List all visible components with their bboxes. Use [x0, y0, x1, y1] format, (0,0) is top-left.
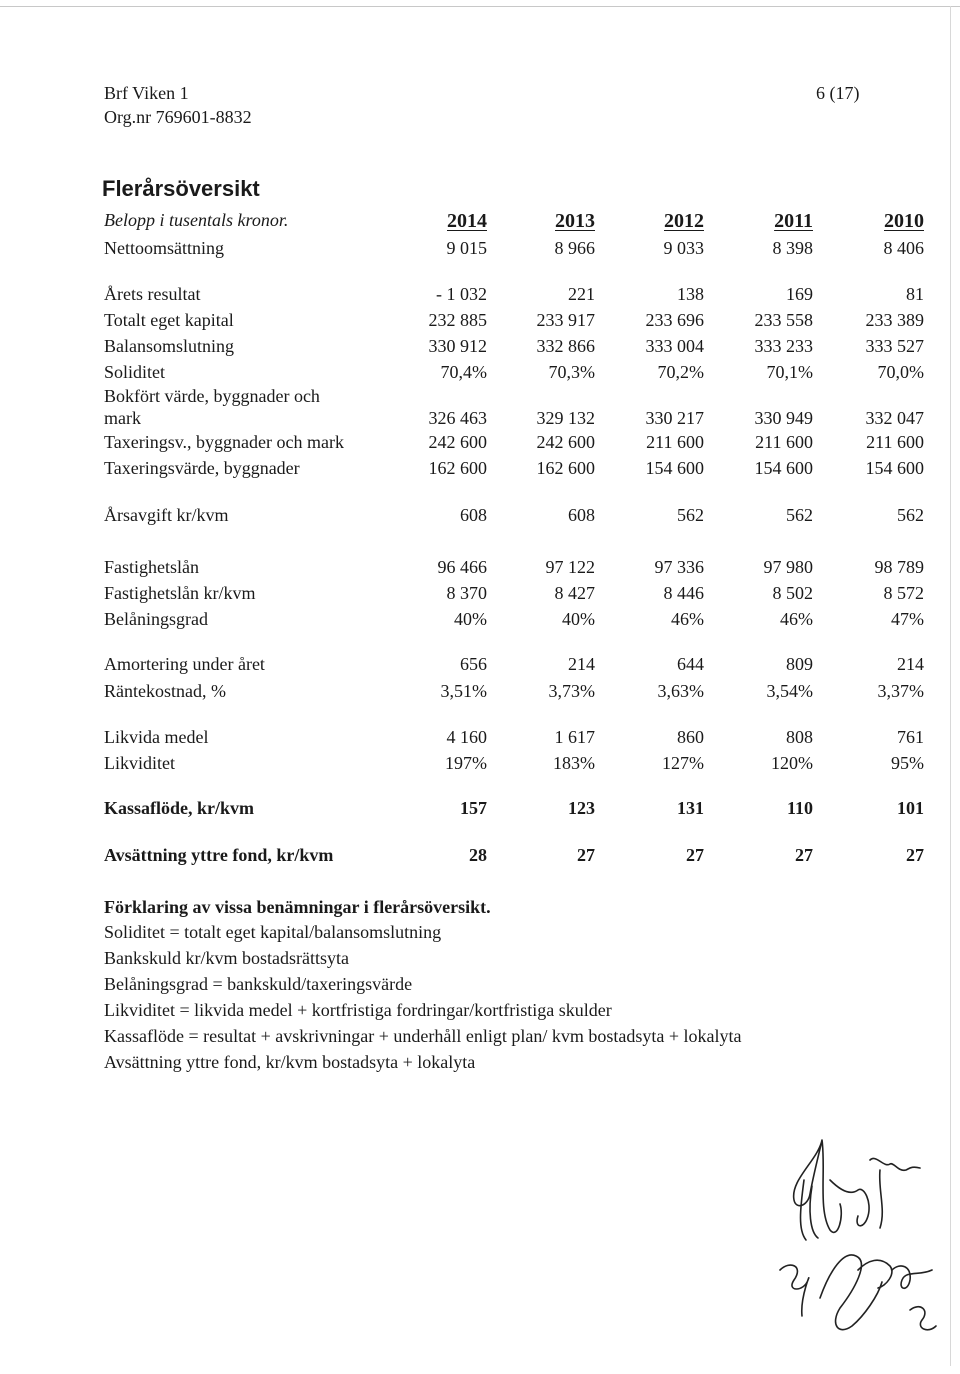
row-label: Likvida medel: [104, 727, 209, 747]
cell-2010: 70,0%: [877, 362, 924, 382]
row-label: Totalt eget kapital: [104, 310, 234, 330]
cell-2014: 330 912: [428, 336, 487, 356]
cell-2013: 8 427: [554, 583, 595, 603]
cell-2014: 8 370: [446, 583, 487, 603]
page-number: 6 (17): [816, 83, 860, 103]
cell-2013: 162 600: [536, 458, 595, 478]
cell-2013: 214: [568, 654, 595, 674]
table-row: [104, 362, 924, 386]
cell-2010: 562: [897, 505, 924, 525]
table-row: [104, 798, 924, 822]
row-label: Räntekostnad, %: [104, 681, 226, 701]
cell-2013: 332 866: [536, 336, 595, 356]
cell-2013: 242 600: [536, 432, 595, 452]
row-label: Amortering under året: [104, 654, 265, 674]
table-row: [104, 505, 924, 529]
explanation-line: Avsättning yttre fond, kr/kvm bostadsyta + lokalyta: [104, 1052, 476, 1072]
table-row: [104, 310, 924, 334]
row-label: Årets resultat: [104, 284, 201, 304]
scan-top-edge: [0, 6, 960, 7]
amount-note: Belopp i tusentals kronor.: [104, 210, 289, 230]
cell-2010: 214: [897, 654, 924, 674]
cell-2011: 120%: [771, 753, 813, 773]
explanation-line: Likviditet = likvida medel + kortfristiga fordringar/kortfristiga skulder: [104, 1000, 612, 1020]
row-label: Fastighetslån kr/kvm: [104, 583, 256, 603]
cell-2012: 27: [686, 845, 704, 865]
table-row: [104, 386, 924, 434]
cell-2011: 808: [786, 727, 813, 747]
cell-2014: 162 600: [428, 458, 487, 478]
cell-2011: 46%: [780, 609, 813, 629]
cell-2012: 9 033: [663, 238, 704, 258]
table-row: [104, 238, 924, 262]
year-2011: 2011: [774, 210, 813, 232]
cell-2012: 70,2%: [657, 362, 704, 382]
table-row: [104, 753, 924, 777]
cell-2014: - 1 032: [436, 284, 487, 304]
year-2010: 2010: [884, 210, 924, 232]
cell-2013: 329 132: [536, 408, 595, 428]
cell-2013: 233 917: [536, 310, 595, 330]
cell-2012: 330 217: [645, 408, 704, 428]
row-label: Soliditet: [104, 362, 166, 382]
cell-2011: 330 949: [754, 408, 813, 428]
table-row: [104, 727, 924, 751]
cell-2014: 9 015: [446, 238, 487, 258]
explanation-line: Belåningsgrad = bankskuld/taxeringsvärde: [104, 974, 413, 994]
cell-2010: 332 047: [865, 408, 924, 428]
year-2012: 2012: [664, 210, 704, 232]
cell-2014: 40%: [454, 609, 487, 629]
cell-2010: 761: [897, 727, 924, 747]
cell-2011: 211 600: [755, 432, 813, 452]
row-label: Kassaflöde, kr/kvm: [104, 798, 255, 818]
cell-2014: 70,4%: [440, 362, 487, 382]
table-row: [104, 681, 924, 705]
cell-2012: 333 004: [645, 336, 704, 356]
row-label: Årsavgift kr/kvm: [104, 505, 229, 525]
table-row: [104, 654, 924, 678]
row-label: Belåningsgrad: [104, 609, 208, 629]
table-row: [104, 432, 924, 456]
handwritten-signature: [760, 1120, 950, 1360]
cell-2012: 131: [677, 798, 704, 818]
cell-2011: 809: [786, 654, 813, 674]
cell-2011: 8 398: [772, 238, 813, 258]
row-label-continued: mark: [104, 408, 141, 428]
cell-2013: 27: [577, 845, 595, 865]
cell-2012: 860: [677, 727, 704, 747]
row-label: Bokfört värde, byggnader och: [104, 386, 320, 406]
table-row: [104, 458, 924, 482]
cell-2013: 70,3%: [548, 362, 595, 382]
cell-2013: 608: [568, 505, 595, 525]
cell-2012: 46%: [671, 609, 704, 629]
row-label: Balansomslutning: [104, 336, 234, 356]
table-row: [104, 336, 924, 360]
cell-2013: 3,73%: [548, 681, 595, 701]
row-label: Avsättning yttre fond, kr/kvm: [104, 845, 334, 865]
year-2014: 2014: [447, 210, 487, 232]
table-row: [104, 609, 924, 633]
cell-2013: 8 966: [554, 238, 595, 258]
cell-2013: 97 122: [545, 557, 595, 577]
table-row: [104, 845, 924, 869]
cell-2011: 70,1%: [766, 362, 813, 382]
scan-right-edge: [950, 6, 951, 1366]
cell-2012: 138: [677, 284, 704, 304]
year-header-row: [104, 210, 924, 238]
row-label: Taxeringsv., byggnader och mark: [104, 432, 344, 452]
cell-2012: 211 600: [646, 432, 704, 452]
table-row: [104, 583, 924, 607]
explanation-line: Soliditet = totalt eget kapital/balansomslutning: [104, 922, 442, 942]
cell-2012: 644: [677, 654, 704, 674]
cell-2010: 98 789: [874, 557, 924, 577]
cell-2013: 1 617: [554, 727, 595, 747]
org-number: Org.nr 769601-8832: [104, 107, 252, 127]
cell-2012: 233 696: [645, 310, 704, 330]
cell-2010: 8 406: [883, 238, 924, 258]
cell-2014: 96 466: [437, 557, 487, 577]
cell-2014: 28: [469, 845, 487, 865]
cell-2011: 110: [786, 798, 813, 818]
table-row: [104, 557, 924, 581]
cell-2010: 101: [897, 798, 924, 818]
cell-2011: 8 502: [772, 583, 813, 603]
table-row: [104, 284, 924, 308]
cell-2011: 562: [786, 505, 813, 525]
cell-2014: 197%: [445, 753, 487, 773]
cell-2010: 333 527: [865, 336, 924, 356]
cell-2010: 233 389: [865, 310, 924, 330]
cell-2014: 656: [460, 654, 487, 674]
cell-2013: 40%: [562, 609, 595, 629]
cell-2011: 169: [786, 284, 813, 304]
cell-2012: 97 336: [654, 557, 704, 577]
year-2013: 2013: [555, 210, 595, 232]
org-name: Brf Viken 1: [104, 83, 189, 103]
cell-2014: 326 463: [428, 408, 487, 428]
explanation-line: Bankskuld kr/kvm bostadsrättsyta: [104, 948, 349, 968]
cell-2014: 157: [460, 798, 487, 818]
row-label: Taxeringsvärde, byggnader: [104, 458, 300, 478]
explanation-heading: Förklaring av vissa benämningar i flerårsöversikt.: [104, 897, 491, 917]
cell-2014: 242 600: [428, 432, 487, 452]
section-title: Flerårsöversikt: [102, 176, 260, 201]
cell-2010: 95%: [891, 753, 924, 773]
cell-2011: 27: [795, 845, 813, 865]
row-label: Fastighetslån: [104, 557, 199, 577]
cell-2013: 221: [568, 284, 595, 304]
cell-2012: 127%: [662, 753, 704, 773]
cell-2014: 4 160: [446, 727, 487, 747]
cell-2011: 333 233: [754, 336, 813, 356]
cell-2010: 211 600: [866, 432, 924, 452]
cell-2013: 183%: [553, 753, 595, 773]
cell-2011: 154 600: [754, 458, 813, 478]
cell-2011: 97 980: [763, 557, 813, 577]
cell-2010: 81: [906, 284, 924, 304]
cell-2012: 154 600: [645, 458, 704, 478]
cell-2011: 3,54%: [766, 681, 813, 701]
cell-2012: 3,63%: [657, 681, 704, 701]
cell-2010: 8 572: [883, 583, 924, 603]
cell-2014: 608: [460, 505, 487, 525]
cell-2010: 3,37%: [877, 681, 924, 701]
cell-2012: 8 446: [663, 583, 704, 603]
cell-2013: 123: [568, 798, 595, 818]
cell-2014: 3,51%: [440, 681, 487, 701]
cell-2014: 232 885: [428, 310, 487, 330]
cell-2010: 27: [906, 845, 924, 865]
explanation-line: Kassaflöde = resultat + avskrivningar + underhåll enligt plan/ kvm bostadsyta + lokalyta: [104, 1026, 742, 1046]
cell-2010: 47%: [891, 609, 924, 629]
cell-2010: 154 600: [865, 458, 924, 478]
cell-2011: 233 558: [754, 310, 813, 330]
row-label: Likviditet: [104, 753, 175, 773]
row-label: Nettoomsättning: [104, 238, 224, 258]
cell-2012: 562: [677, 505, 704, 525]
